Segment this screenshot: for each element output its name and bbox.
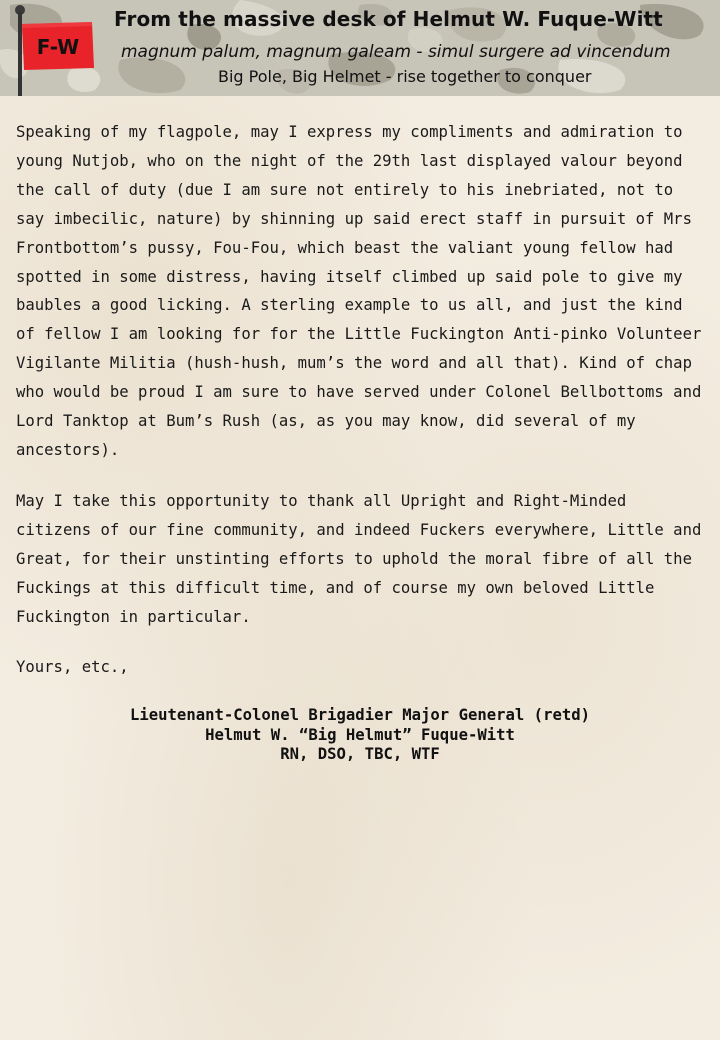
letterhead	[0, 0, 720, 96]
signature-honours: RN, DSO, TBC, WTF	[280, 745, 440, 763]
paragraph: Speaking of my flagpole, may I express my compliments and admiration to young Nutjob, who on the night of the 29th last displayed valour beyond the call of duty (due I am sure not entirely to his inebriated, not to say imbecilic, nature) by shinning up said erect staff in pursuit of Mrs Frontbottom’s pussy, Fou-Fou, which beast the valiant young fellow had spotted in some distress, having itself climbed up said pole to give my baubles a good licking. A sterling example to us all, and just the kind of fellow I am looking for for the Little Fuckington Anti-pinko Volunteer Vigilante Militia (hush-hush, mum’s the word and all that). Kind of chap who would be proud I am sure to have served under Colonel Bellbottoms and Lord Tanktop at Bum’s Rush (as, as you may know, did several of my ancestors).	[16, 123, 702, 459]
signature-rank: Lieutenant-Colonel Brigadier Major General (retd)	[129, 706, 591, 724]
flag-text: F-W	[36, 35, 80, 59]
letter-body	[16, 118, 710, 682]
letterhead-motto: magnum palum, magnum galeam - simul surgere ad vincendum	[121, 42, 671, 62]
signature-block	[0, 706, 720, 765]
paragraph: May I take this opportunity to thank all Upright and Right-Minded citizens of our fine community, and indeed Fuckers everywhere, Little and Great, for their unstinting efforts to uphold the moral fibre of all the Fuckings at this difficult time, and of course my own beloved Little Fuckington in particular.	[16, 491, 702, 626]
closing: Yours, etc.,	[16, 658, 129, 677]
letterhead-translation: Big Pole, Big Helmet - rise together to conquer	[218, 67, 592, 86]
flag-icon	[0, 0, 110, 96]
signature-name: Helmut W. “Big Helmut” Fuque-Witt	[205, 725, 515, 744]
letterhead-title: From the massive desk of Helmut W. Fuque-Witt	[114, 7, 663, 31]
